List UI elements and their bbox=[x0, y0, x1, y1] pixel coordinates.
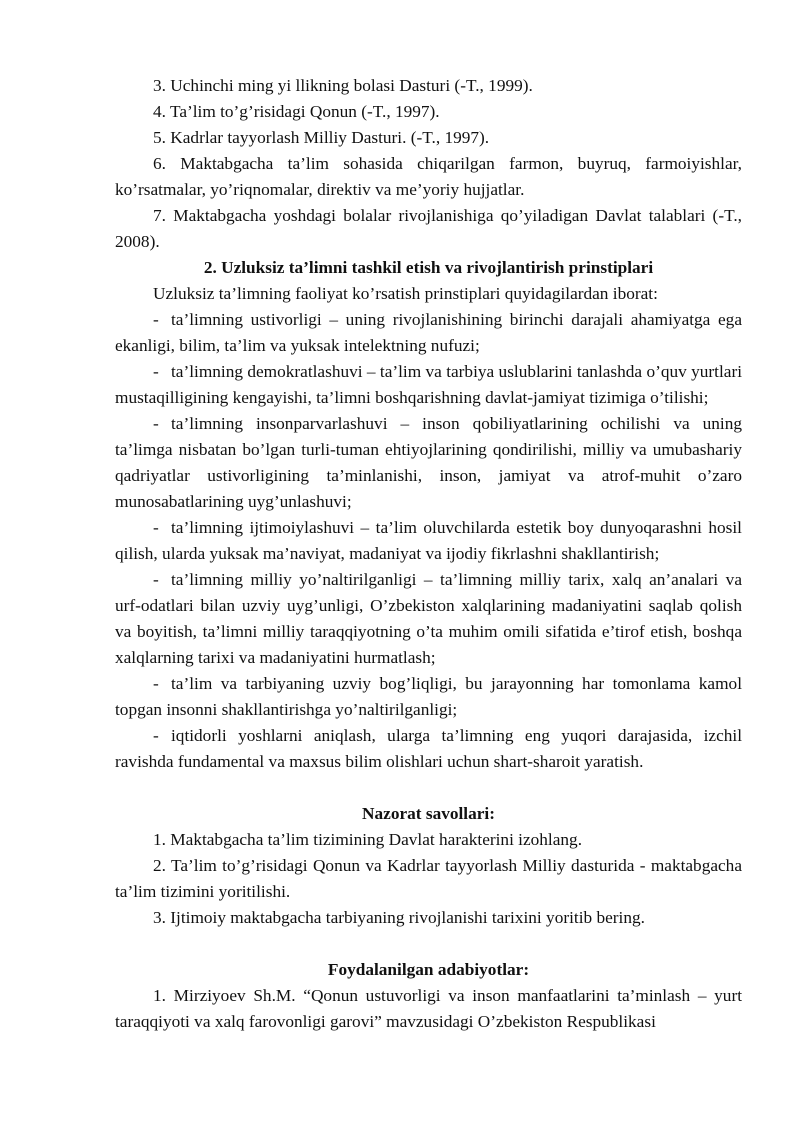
bullet-dash: - bbox=[153, 310, 159, 329]
bullet-dash: - bbox=[153, 674, 159, 693]
list-item: 5. Kadrlar tayyorlash Milliy Dasturi. (-T., 1997). bbox=[153, 128, 490, 147]
bullet-text: ta’limning insonparvarlashuvi – inson qobiliyatlarining ochilishi va uning ta’limga nisbatan bo’lgan turli-tuman ehtiyojlarining qondirilishi, milliy va umubashariy qadriyatlar ustivorligining ta’minlanishi, inson, jamiyat va atrof-muhit o’zaro munosabatlarining uyg’unlashuvi; bbox=[115, 414, 742, 511]
bullet-item bbox=[115, 723, 742, 775]
bullet-dash: - bbox=[153, 726, 159, 745]
list-item: 7. Maktabgacha yoshdagi bolalar rivojlanishiga qo’yiladigan Davlat talablari (-T., 2008). bbox=[115, 206, 742, 251]
references-heading: Foydalanilgan adabiyotlar: bbox=[327, 960, 530, 979]
bullet-dash: - bbox=[153, 518, 159, 537]
list-item: 3. Uchinchi ming yi llikning bolasi Dasturi (-T., 1999). bbox=[153, 76, 533, 95]
document-page bbox=[115, 73, 742, 1035]
bullet-item bbox=[115, 307, 742, 359]
bullet-text: ta’limning demokratlashuvi – ta’lim va tarbiya uslublarini tanlashda o’quv yurtlari mustaqilligining kengayishi, ta’limni boshqarishning davlat-jamiyat tizimiga o’tilishi; bbox=[115, 362, 742, 407]
bullet-dash: - bbox=[153, 362, 159, 381]
question-item: 1. Maktabgacha ta’lim tizimining Davlat harakterini izohlang. bbox=[153, 830, 583, 849]
reference-item: 1. Mirziyoev Sh.M. “Qonun ustuvorligi va inson manfaatlarini ta’minlash – yurt taraqqiyoti va xalq farovonligi garovi” mavzusidagi O’zbekiston Respublikasi bbox=[115, 986, 742, 1031]
bullet-item bbox=[115, 359, 742, 411]
bullet-item bbox=[115, 411, 742, 515]
question-item: 3. Ijtimoiy maktabgacha tarbiyaning rivojlanishi tarixini yoritib bering. bbox=[153, 908, 645, 927]
bullet-text: iqtidorli yoshlarni aniqlash, ularga ta’limning eng yuqori darajasida, izchil ravishda fundamental va maxsus bilim olishlari uchun shart-sharoit yaratish. bbox=[115, 726, 742, 771]
bullet-text: ta’limning milliy yo’naltirilganligi – ta’limning milliy tarix, xalq an’analari va urf-odatlari bilan uzviy uyg’unligi, O’zbekiston xalqlarining madaniyatini saqlab qolish va boyitish, ta’limni milliy taraqqiyotning o’ta muhim omili sifatida e’tirof etish, boshqa xalqlarning tarixi va madaniyatini hurmatlash; bbox=[115, 570, 742, 667]
list-item: 6. Maktabgacha ta’lim sohasida chiqarilgan farmon, buyruq, farmoiyishlar, ko’rsatmalar, yo’riqnomalar, direktiv va me’yoriy hujjatlar. bbox=[115, 154, 742, 199]
bullet-text: ta’lim va tarbiyaning uzviy bog’liqligi, bu jarayonning har tomonlama kamol topgan insonni shakllantirishga yo’naltirilganligi; bbox=[115, 674, 742, 719]
list-item: 4. Ta’lim to’g’risidagi Qonun (-T., 1997). bbox=[153, 102, 440, 121]
section-intro: Uzluksiz ta’limning faoliyat ko’rsatish prinstiplari quyidagilardan iborat: bbox=[153, 284, 658, 303]
spacer bbox=[115, 775, 742, 801]
bullet-text: ta’limning ustivorligi – uning rivojlanishining birinchi darajali ahamiyatga ega ekanligi, bilim, ta’lim va yuksak intelektning nufuzi; bbox=[115, 310, 742, 355]
bullet-item bbox=[115, 515, 742, 567]
section-heading: 2. Uzluksiz ta’limni tashkil etish va rivojlantirish prinstiplari bbox=[203, 258, 654, 277]
bullet-dash: - bbox=[153, 414, 159, 433]
spacer bbox=[115, 931, 742, 957]
bullet-dash: - bbox=[153, 570, 159, 589]
question-item: 2. Ta’lim to’g’risidagi Qonun va Kadrlar tayyorlash Milliy dasturida - maktabgacha ta’lim tizimini yoritilishi. bbox=[115, 856, 742, 901]
bullet-text: ta’limning ijtimoiylashuvi – ta’lim oluvchilarda estetik boy dunyoqarashni hosil qilish, ularda yuksak ma’naviyat, madaniyat va ijodiy fikrlashni shakllantirish; bbox=[115, 518, 742, 563]
questions-heading: Nazorat savollari: bbox=[362, 804, 495, 823]
bullet-item bbox=[115, 671, 742, 723]
bullet-item bbox=[115, 567, 742, 671]
